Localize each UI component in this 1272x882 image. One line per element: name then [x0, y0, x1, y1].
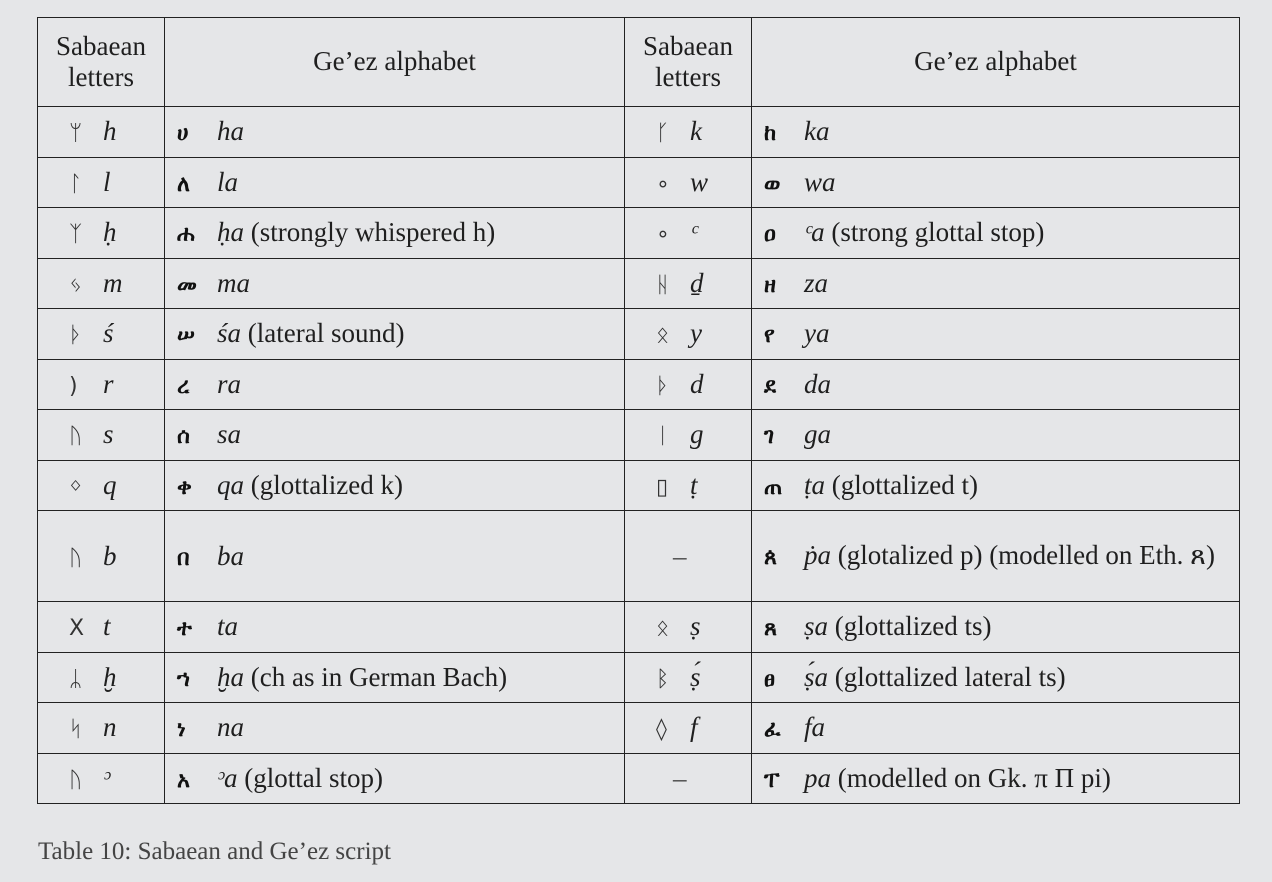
header-sabaean-letters: Sabaean letters	[38, 18, 165, 107]
header-geez-alphabet: Ge’ez alphabet	[165, 18, 625, 107]
table-row	[38, 652, 1240, 703]
table-row	[38, 258, 1240, 309]
phonetic-value: ta	[217, 611, 239, 642]
phonetic-value: ṣa	[804, 611, 829, 642]
phonetic-value: ḫa	[217, 661, 244, 692]
transliteration: h	[103, 116, 117, 147]
geez-glyph: ፐ	[764, 767, 780, 793]
transliteration: ṭ	[690, 469, 698, 500]
sabaean-glyph: ᚦ	[69, 323, 83, 349]
transliteration: d	[690, 368, 704, 399]
transliteration: g	[690, 419, 704, 450]
geez-glyph: ሐ	[177, 222, 195, 248]
phonetic-value: pa	[804, 762, 831, 793]
sabaean-glyph: ᛜ	[69, 474, 83, 500]
phonetic-value: da	[804, 368, 831, 399]
sabaean-letter-cell	[38, 652, 165, 703]
sabaean-glyph: ▯	[656, 474, 669, 500]
sabaean-glyph: ᛉ	[69, 222, 83, 248]
geez-letter-cell	[165, 602, 625, 653]
phonetic-value: ga	[804, 419, 831, 450]
geez-letter-cell	[165, 107, 625, 158]
phonetic-value: ba	[217, 540, 244, 571]
geez-letter-cell	[752, 107, 1240, 158]
transliteration: ᶜ	[690, 217, 698, 248]
geez-letter-cell	[752, 652, 1240, 703]
geez-glyph: አ	[177, 767, 190, 793]
geez-letter-cell	[752, 460, 1240, 511]
transliteration: ḫ	[103, 661, 117, 692]
sabaean-glyph: ᛘ	[69, 121, 83, 147]
geez-glyph: ፈ	[764, 717, 781, 743]
transliteration: f	[690, 712, 698, 743]
sabaean-geez-table	[37, 17, 1240, 804]
sabaean-letter-cell	[625, 208, 752, 259]
phonetic-value: ṭa	[804, 469, 826, 500]
geez-letter-cell	[165, 258, 625, 309]
geez-letter-cell	[752, 359, 1240, 410]
pronunciation-note: (glottalized lateral ts)	[828, 661, 1066, 692]
sabaean-glyph: ∘	[656, 222, 670, 248]
table-row	[38, 359, 1240, 410]
transliteration: n	[103, 712, 117, 743]
sabaean-letter-cell	[38, 309, 165, 360]
sabaean-letter-cell	[625, 602, 752, 653]
geez-letter-cell	[752, 753, 1240, 804]
geez-glyph: ከ	[764, 121, 777, 147]
table-row	[38, 460, 1240, 511]
sabaean-letter-cell	[625, 460, 752, 511]
table-row	[38, 703, 1240, 754]
geez-letter-cell	[752, 511, 1240, 602]
geez-letter-cell	[752, 157, 1240, 208]
sabaean-glyph: ᚢ	[69, 545, 83, 571]
transliteration: t	[103, 611, 111, 642]
pronunciation-note: (glottal stop)	[237, 762, 383, 793]
header-geez-alphabet: Ge’ez alphabet	[752, 18, 1240, 107]
pronunciation-note: (lateral sound)	[241, 318, 405, 349]
pronunciation-note: (glotalized p) (modelled on Eth. ጸ)	[831, 540, 1215, 570]
sabaean-letter-cell	[625, 410, 752, 461]
table-caption: Table 10: Sabaean and Ge’ez script	[38, 838, 391, 865]
transliteration: y	[690, 318, 702, 349]
sabaean-letter-cell	[625, 258, 752, 309]
table-row	[38, 208, 1240, 259]
sabaean-glyph: ᛃ	[69, 272, 83, 298]
table-row	[38, 511, 1240, 602]
phonetic-value: ṗa	[804, 540, 831, 570]
table-row	[38, 107, 1240, 158]
geez-letter-cell	[752, 703, 1240, 754]
geez-glyph: ጠ	[764, 474, 783, 500]
sabaean-glyph: ◊	[656, 717, 667, 743]
transliteration: l	[103, 166, 111, 197]
geez-glyph: ወ	[764, 171, 781, 197]
phonetic-value: ḥa	[217, 217, 244, 248]
phonetic-value: ma	[217, 267, 250, 298]
sabaean-glyph: ᛟ	[656, 616, 670, 642]
geez-glyph: ቀ	[177, 474, 192, 500]
sabaean-glyph: ᛁ	[656, 424, 670, 450]
geez-glyph: ገ	[764, 424, 775, 450]
sabaean-glyph: ᛟ	[656, 323, 670, 349]
header-sabaean-letters: Sabaean letters	[625, 18, 752, 107]
table-row	[38, 157, 1240, 208]
geez-glyph: ረ	[177, 373, 190, 399]
phonetic-value: ra	[217, 368, 242, 399]
transliteration: ᵓ	[103, 762, 111, 793]
sabaean-glyph: Ⅹ	[69, 616, 85, 642]
sabaean-letter-cell	[38, 753, 165, 804]
phonetic-value: ṣ́a	[804, 661, 829, 692]
geez-glyph: ሰ	[177, 424, 190, 450]
phonetic-value: ya	[804, 318, 830, 349]
sabaean-letter-cell	[625, 107, 752, 158]
transliteration: ṣ́	[690, 661, 701, 692]
table-row	[38, 410, 1240, 461]
geez-letter-cell	[752, 602, 1240, 653]
phonetic-value: wa	[804, 166, 836, 197]
sabaean-glyph: ᛦ	[69, 666, 83, 692]
sabaean-letter-cell	[38, 258, 165, 309]
sabaean-letter-cell	[38, 107, 165, 158]
phonetic-value: fa	[804, 712, 826, 743]
sabaean-glyph: ᚢ	[69, 767, 83, 793]
sabaean-letter-cell	[38, 208, 165, 259]
table-header-row	[38, 18, 1240, 107]
sabaean-glyph: ᛋ	[69, 717, 83, 743]
transliteration: r	[103, 368, 114, 399]
sabaean-glyph: ᚴ	[656, 121, 670, 147]
pronunciation-note: (ch as in German Bach)	[244, 661, 508, 692]
sabaean-letter-cell	[625, 157, 752, 208]
phonetic-value: qa	[217, 469, 244, 500]
geez-letter-cell	[752, 208, 1240, 259]
phonetic-value: za	[804, 267, 829, 298]
pronunciation-note: (glottalized k)	[244, 469, 403, 500]
phonetic-value: ka	[804, 116, 830, 147]
geez-letter-cell	[165, 157, 625, 208]
geez-letter-cell	[165, 460, 625, 511]
phonetic-value: sa	[217, 419, 242, 450]
geez-glyph: ነ	[177, 717, 186, 743]
pronunciation-note: (modelled on Gk. π Π pi)	[831, 762, 1111, 793]
transliteration: –	[673, 762, 687, 793]
geez-letter-cell	[165, 703, 625, 754]
sabaean-letter-cell	[625, 309, 752, 360]
sabaean-letter-cell	[38, 359, 165, 410]
geez-glyph: በ	[177, 545, 190, 571]
geez-glyph: ጰ	[764, 545, 778, 570]
sabaean-glyph: )	[69, 373, 78, 399]
geez-glyph: ተ	[177, 616, 192, 642]
sabaean-letter-cell	[38, 157, 165, 208]
geez-letter-cell	[165, 753, 625, 804]
geez-letter-cell	[165, 208, 625, 259]
table-body	[38, 107, 1240, 804]
phonetic-value: na	[217, 712, 244, 743]
geez-glyph: የ	[764, 323, 775, 349]
geez-glyph: ዐ	[764, 222, 776, 248]
transliteration: w	[690, 166, 709, 197]
sabaean-glyph: ᚢ	[69, 424, 83, 450]
geez-letter-cell	[165, 410, 625, 461]
geez-glyph: ሀ	[177, 121, 189, 147]
sabaean-letter-cell	[38, 511, 165, 602]
geez-glyph: መ	[177, 272, 197, 298]
sabaean-letter-cell	[625, 652, 752, 703]
geez-letter-cell	[165, 652, 625, 703]
sabaean-letter-cell	[38, 602, 165, 653]
phonetic-value: la	[217, 166, 239, 197]
table-row	[38, 753, 1240, 804]
pronunciation-note: (strongly whispered h)	[244, 217, 496, 248]
geez-letter-cell	[752, 410, 1240, 461]
transliteration: q	[103, 469, 117, 500]
geez-letter-cell	[752, 309, 1240, 360]
sabaean-letter-cell	[625, 511, 752, 602]
transliteration: ṣ	[690, 611, 701, 642]
sabaean-letter-cell	[38, 703, 165, 754]
transliteration: ḥ	[103, 217, 117, 248]
sabaean-letter-cell	[625, 703, 752, 754]
geez-glyph: ጸ	[764, 616, 777, 642]
table-row	[38, 309, 1240, 360]
phonetic-value: ᵓa	[217, 762, 238, 793]
transliteration: k	[690, 116, 702, 147]
geez-glyph: ፀ	[764, 666, 775, 692]
phonetic-value: śa	[217, 318, 242, 349]
transliteration: s	[103, 419, 114, 450]
geez-letter-cell	[752, 258, 1240, 309]
sabaean-letter-cell	[38, 410, 165, 461]
transliteration: m	[103, 267, 123, 298]
geez-glyph: ለ	[177, 171, 190, 197]
pronunciation-note: (glottalized ts)	[828, 611, 992, 642]
phonetic-value: ᶜa	[804, 217, 825, 248]
geez-letter-cell	[165, 511, 625, 602]
geez-glyph: ደ	[764, 373, 776, 399]
sabaean-glyph: ᛒ	[656, 666, 670, 692]
sabaean-glyph: ᛚ	[69, 171, 83, 197]
transliteration: b	[103, 540, 117, 571]
sabaean-letter-cell	[625, 753, 752, 804]
sabaean-glyph: ∘	[656, 171, 670, 197]
geez-letter-cell	[165, 359, 625, 410]
phonetic-value: ha	[217, 116, 244, 147]
transliteration: –	[673, 540, 687, 571]
sabaean-glyph: ᚦ	[656, 373, 670, 399]
geez-glyph: ዘ	[764, 272, 776, 298]
geez-letter-cell	[165, 309, 625, 360]
transliteration: ś	[103, 318, 114, 349]
transliteration: ḏ	[690, 267, 704, 298]
geez-glyph: ኀ	[177, 666, 190, 692]
sabaean-glyph: ᚺ	[656, 272, 670, 298]
pronunciation-note: (glottalized t)	[825, 469, 978, 500]
table-row	[38, 602, 1240, 653]
pronunciation-note: (strong glottal stop)	[824, 217, 1045, 248]
geez-glyph: ሠ	[177, 323, 195, 349]
sabaean-letter-cell	[625, 359, 752, 410]
sabaean-letter-cell	[38, 460, 165, 511]
